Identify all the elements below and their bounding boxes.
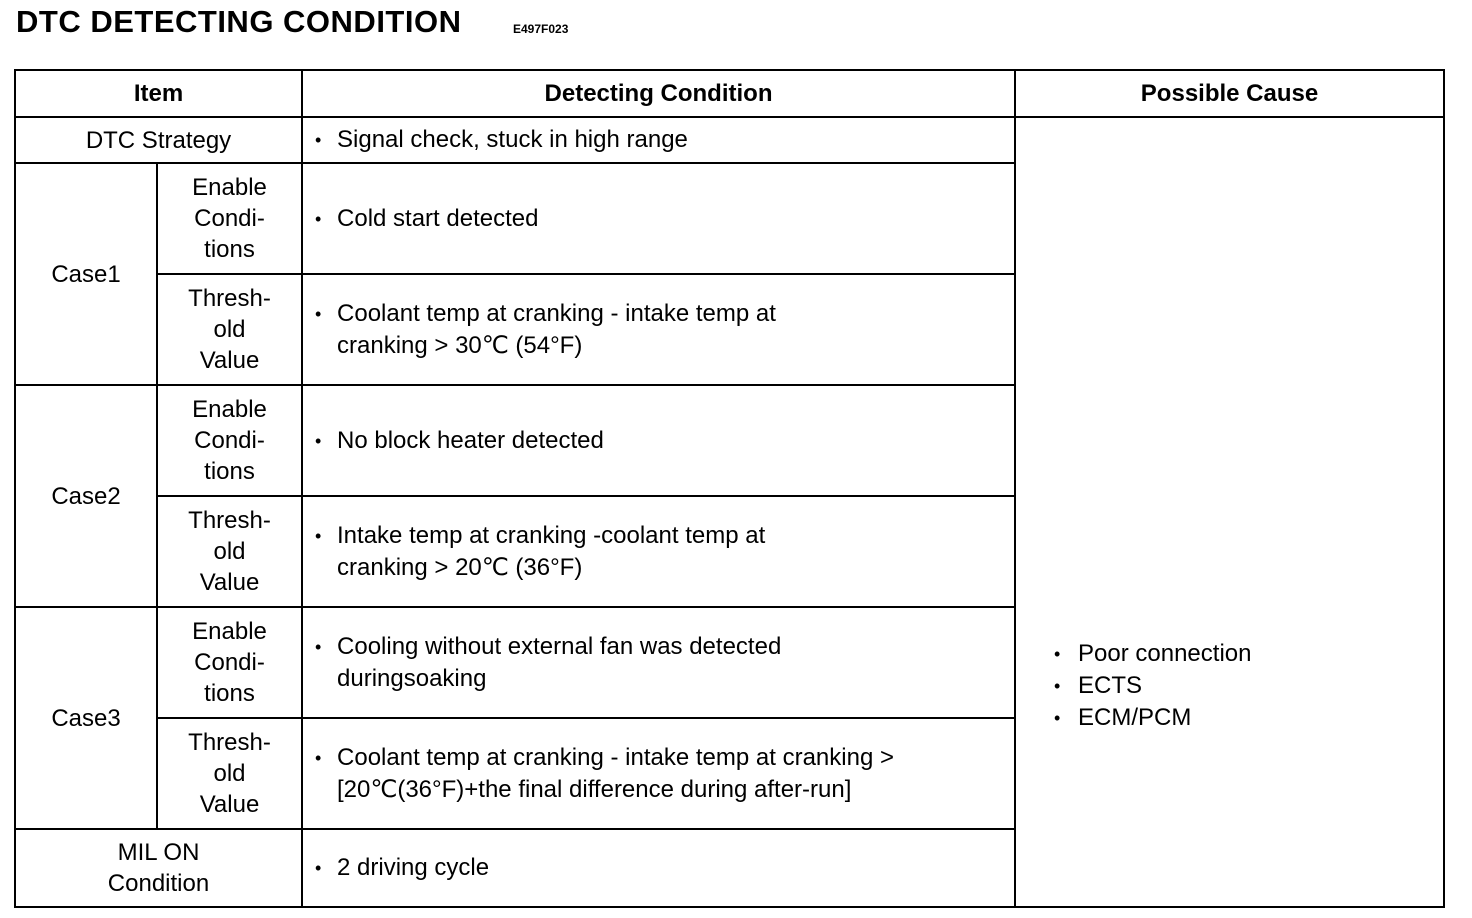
case1-enable-value: • Cold start detected (337, 203, 1004, 235)
case1-threshold-value-cell (302, 274, 1015, 385)
cause-item: • Poor connection (1078, 638, 1443, 670)
case2-enable-label: Enable Condi- tions (157, 385, 302, 496)
strategy-label: DTC Strategy (15, 117, 302, 163)
cause-item: • ECM/PCM (1078, 702, 1443, 734)
case3-threshold-line: • Coolant temp at cranking - intake temp at cranking > (337, 742, 1004, 774)
case3-label: Case3 (15, 607, 157, 829)
case2-threshold-label: Thresh- old Value (157, 496, 302, 607)
case2-enable-value-cell (302, 385, 1015, 496)
case2-enable-value: • No block heater detected (337, 425, 1004, 457)
document-code: E497F023 (513, 22, 569, 36)
case2-threshold-value-cell (302, 496, 1015, 607)
header-item: Item (15, 70, 302, 117)
table-row-strategy (15, 117, 1444, 163)
case1-enable-label: Enable Condi- tions (157, 163, 302, 274)
cause-item: • ECTS (1078, 670, 1443, 702)
mil-label: MIL ON Condition (15, 829, 302, 907)
cause-list (1078, 638, 1443, 734)
case2-label: Case2 (15, 385, 157, 607)
mil-value-cell (302, 829, 1015, 907)
case3-threshold-line: [20℃(36°F)+the final difference during after-run] (337, 775, 852, 803)
page-title: DTC DETECTING CONDITION (16, 4, 462, 39)
case1-threshold-label: Thresh- old Value (157, 274, 302, 385)
dtc-condition-table (14, 69, 1445, 908)
case1-threshold-line: cranking > 30℃ (54°F) (337, 331, 583, 359)
strategy-value-cell (302, 117, 1015, 163)
case3-enable-line: • Cooling without external fan was detected (337, 631, 1004, 663)
case2-threshold-line: cranking > 20℃ (36°F) (337, 553, 583, 581)
case3-threshold-label: Thresh- old Value (157, 718, 302, 829)
case3-enable-value-cell (302, 607, 1015, 718)
case1-enable-value-cell (302, 163, 1015, 274)
strategy-value: • Signal check, stuck in high range (337, 124, 1004, 156)
header-detecting-condition: Detecting Condition (302, 70, 1015, 117)
case3-threshold-value-cell (302, 718, 1015, 829)
case1-label: Case1 (15, 163, 157, 385)
header-possible-cause: Possible Cause (1015, 70, 1444, 117)
case1-threshold-line: • Coolant temp at cranking - intake temp at (337, 298, 1004, 330)
case3-enable-line: duringsoaking (337, 664, 487, 692)
case2-threshold-line: • Intake temp at cranking -coolant temp at (337, 520, 1004, 552)
table-header-row (15, 70, 1444, 117)
mil-value: • 2 driving cycle (337, 852, 1004, 884)
case3-enable-label: Enable Condi- tions (157, 607, 302, 718)
possible-cause-cell (1015, 117, 1444, 907)
